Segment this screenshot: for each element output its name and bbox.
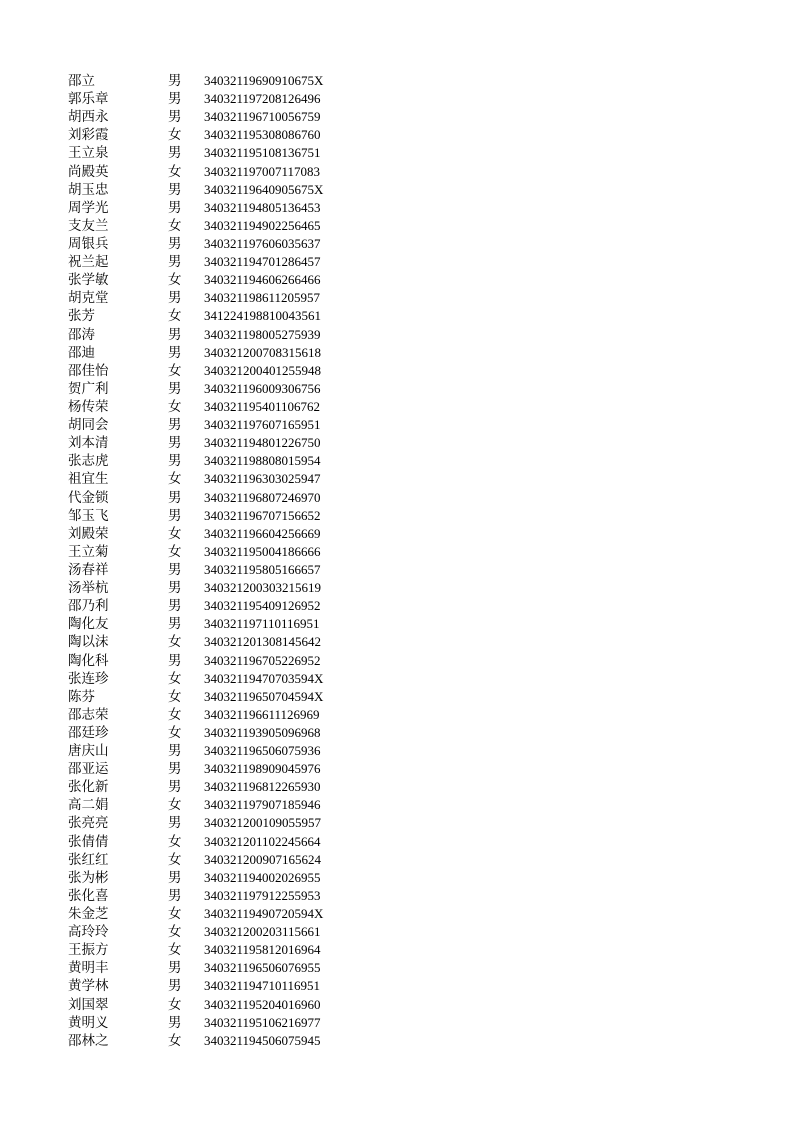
person-id-number: 340321194801226750 — [204, 435, 321, 451]
person-gender: 女 — [168, 362, 182, 379]
person-id-number: 340321196303025947 — [204, 471, 321, 487]
table-row — [68, 90, 368, 108]
person-name: 刘国翠 — [68, 996, 109, 1013]
person-name: 王立菊 — [68, 543, 109, 560]
person-gender: 女 — [168, 398, 182, 415]
person-id-number: 340321196506076955 — [204, 960, 321, 976]
person-name: 杨传荣 — [68, 398, 109, 415]
person-id-number: 340321196611126969 — [204, 706, 320, 722]
person-name: 刘本清 — [68, 435, 109, 452]
table-row — [68, 905, 368, 923]
person-gender: 男 — [168, 254, 182, 271]
person-name: 刘彩霞 — [68, 127, 109, 144]
person-gender: 女 — [168, 1032, 182, 1049]
person-name: 支友兰 — [68, 217, 109, 234]
table-row — [68, 670, 368, 688]
person-gender: 男 — [168, 761, 182, 778]
table-row — [68, 1032, 368, 1050]
person-id-number: 340321196506075936 — [204, 743, 321, 759]
person-id-number: 340321197912255953 — [204, 887, 321, 903]
person-gender: 女 — [168, 670, 182, 687]
table-row — [68, 326, 368, 344]
person-gender: 男 — [168, 1014, 182, 1031]
person-name: 张倩倩 — [68, 833, 109, 850]
person-id-number: 340321196812265930 — [204, 779, 321, 795]
person-id-number: 340321195805166657 — [204, 561, 321, 577]
table-row — [68, 941, 368, 959]
person-name: 祖宜生 — [68, 471, 109, 488]
person-name: 邵迪 — [68, 344, 95, 361]
table-row — [68, 72, 368, 90]
person-name: 陶以沫 — [68, 634, 109, 651]
table-row — [68, 108, 368, 126]
person-name: 唐庆山 — [68, 743, 109, 760]
person-name: 汤举杭 — [68, 580, 109, 597]
table-row — [68, 199, 368, 217]
person-id-number: 340321196710056759 — [204, 109, 321, 125]
person-id-number: 340321198909045976 — [204, 761, 321, 777]
person-name: 张为彬 — [68, 869, 109, 886]
person-gender: 男 — [168, 380, 182, 397]
table-row — [68, 851, 368, 869]
table-row — [68, 996, 368, 1014]
table-row — [68, 688, 368, 706]
person-id-number: 340321197606035637 — [204, 235, 321, 251]
table-row — [68, 579, 368, 597]
table-row — [68, 362, 368, 380]
person-id-number: 340321195308086760 — [204, 127, 321, 143]
person-name: 周学光 — [68, 199, 109, 216]
person-gender: 男 — [168, 145, 182, 162]
person-id-number: 34032119690910675X — [204, 73, 324, 88]
person-gender: 男 — [168, 598, 182, 615]
table-row — [68, 489, 368, 507]
table-row — [68, 561, 368, 579]
person-gender: 男 — [168, 181, 182, 198]
table-row — [68, 144, 368, 162]
person-gender: 女 — [168, 688, 182, 705]
person-gender: 男 — [168, 235, 182, 252]
person-id-number: 340321198611205957 — [204, 290, 321, 306]
person-id-number: 340321195401106762 — [204, 398, 321, 414]
table-row — [68, 181, 368, 199]
person-gender: 女 — [168, 706, 182, 723]
person-id-number: 340321194606266466 — [204, 272, 321, 288]
person-name: 张芳 — [68, 308, 95, 325]
person-name: 张红红 — [68, 851, 109, 868]
person-name: 王立泉 — [68, 145, 109, 162]
table-row — [68, 742, 368, 760]
person-id-number: 340321195108136751 — [204, 145, 321, 161]
person-name: 汤春祥 — [68, 561, 109, 578]
person-gender: 女 — [168, 942, 182, 959]
person-name: 胡克堂 — [68, 290, 109, 307]
table-row — [68, 289, 368, 307]
person-id-number: 340321193905096968 — [204, 724, 321, 740]
table-row — [68, 887, 368, 905]
person-gender: 男 — [168, 869, 182, 886]
person-name: 尚殿英 — [68, 163, 109, 180]
person-name: 邵佳怡 — [68, 362, 109, 379]
person-name: 黄明义 — [68, 1014, 109, 1031]
person-id-number: 340321201102245664 — [204, 833, 321, 849]
person-name: 张连珍 — [68, 670, 109, 687]
table-row — [68, 977, 368, 995]
person-id-number: 34032119470703594X — [204, 670, 324, 686]
person-gender: 女 — [168, 851, 182, 868]
person-name: 张化新 — [68, 779, 109, 796]
table-row — [68, 126, 368, 144]
person-id-number: 340321196707156652 — [204, 507, 321, 523]
person-id-number: 340321194002026955 — [204, 869, 321, 885]
person-id-number: 34032119640905675X — [204, 181, 324, 197]
person-name: 高玲玲 — [68, 924, 109, 941]
person-id-number: 340321197907185946 — [204, 797, 321, 813]
person-gender: 男 — [168, 978, 182, 995]
person-id-number: 340321196009306756 — [204, 380, 321, 396]
person-name: 黄学林 — [68, 978, 109, 995]
person-gender: 男 — [168, 743, 182, 760]
person-id-number: 340321195004186666 — [204, 543, 321, 559]
person-id-number: 340321197208126496 — [204, 91, 321, 107]
person-id-number: 340321196705226952 — [204, 652, 321, 668]
person-gender: 女 — [168, 308, 182, 325]
table-row — [68, 652, 368, 670]
person-name: 胡玉忠 — [68, 181, 109, 198]
person-id-number: 340321196807246970 — [204, 489, 321, 505]
table-row — [68, 959, 368, 977]
person-name: 陶化科 — [68, 652, 109, 669]
table-row — [68, 163, 368, 181]
person-id-number: 340321200109055957 — [204, 815, 321, 831]
table-row — [68, 452, 368, 470]
table-row — [68, 633, 368, 651]
person-gender: 女 — [168, 833, 182, 850]
person-id-number: 340321200708315618 — [204, 344, 321, 360]
person-id-number: 341224198810043561 — [204, 308, 321, 324]
person-name: 王振方 — [68, 942, 109, 959]
table-row — [68, 1014, 368, 1032]
person-name: 周银兵 — [68, 235, 109, 252]
table-row — [68, 416, 368, 434]
table-row — [68, 344, 368, 362]
person-gender: 男 — [168, 73, 182, 89]
person-name: 邵林之 — [68, 1032, 109, 1049]
person-id-number: 340321197007117083 — [204, 163, 321, 179]
person-id-number: 340321200907165624 — [204, 851, 321, 867]
person-id-number: 34032119490720594X — [204, 906, 324, 922]
person-name: 张化喜 — [68, 887, 109, 904]
person-gender: 男 — [168, 91, 182, 108]
person-gender: 男 — [168, 561, 182, 578]
table-row — [68, 253, 368, 271]
person-id-number: 34032119650704594X — [204, 688, 324, 704]
person-id-number: 340321195106216977 — [204, 1014, 321, 1030]
person-name: 邵廷珍 — [68, 724, 109, 741]
table-row — [68, 615, 368, 633]
person-gender: 女 — [168, 272, 182, 289]
person-gender: 女 — [168, 996, 182, 1013]
person-gender: 男 — [168, 435, 182, 452]
person-id-number: 340321194506075945 — [204, 1032, 321, 1048]
person-name: 贺广利 — [68, 380, 109, 397]
person-name: 邵亚运 — [68, 761, 109, 778]
person-gender: 男 — [168, 109, 182, 126]
person-name: 高二娟 — [68, 797, 109, 814]
person-gender: 女 — [168, 217, 182, 234]
person-name: 邵志荣 — [68, 706, 109, 723]
person-gender: 男 — [168, 652, 182, 669]
table-row — [68, 760, 368, 778]
person-id-number: 340321201308145642 — [204, 634, 321, 650]
table-row — [68, 869, 368, 887]
table-row — [68, 434, 368, 452]
table-row — [68, 796, 368, 814]
person-id-number: 340321198005275939 — [204, 326, 321, 342]
person-id-number: 340321194902256465 — [204, 217, 321, 233]
table-row — [68, 543, 368, 561]
person-name: 朱金芝 — [68, 906, 109, 923]
person-gender: 女 — [168, 471, 182, 488]
table-row — [68, 507, 368, 525]
person-gender: 女 — [168, 525, 182, 542]
person-gender: 女 — [168, 797, 182, 814]
person-name: 张志虎 — [68, 453, 109, 470]
table-row — [68, 833, 368, 851]
table-row — [68, 307, 368, 325]
person-id-number: 340321195812016964 — [204, 942, 321, 958]
person-name: 刘殿荣 — [68, 525, 109, 542]
person-gender: 女 — [168, 724, 182, 741]
person-name: 邹玉飞 — [68, 507, 109, 524]
person-name: 代金锁 — [68, 489, 109, 506]
person-name: 张亮亮 — [68, 815, 109, 832]
table-row — [68, 398, 368, 416]
person-id-number: 340321194805136453 — [204, 199, 321, 215]
table-row — [68, 724, 368, 742]
person-name: 郭乐章 — [68, 91, 109, 108]
person-id-number: 340321194701286457 — [204, 254, 321, 270]
person-name: 胡同会 — [68, 417, 109, 434]
roster-table — [68, 72, 368, 1050]
person-gender: 男 — [168, 580, 182, 597]
person-gender: 女 — [168, 163, 182, 180]
person-gender: 女 — [168, 634, 182, 651]
person-gender: 男 — [168, 326, 182, 343]
table-row — [68, 778, 368, 796]
person-gender: 男 — [168, 960, 182, 977]
table-row — [68, 470, 368, 488]
person-gender: 女 — [168, 543, 182, 560]
person-id-number: 340321194710116951 — [204, 978, 321, 994]
person-id-number: 340321200303215619 — [204, 580, 321, 596]
table-row — [68, 525, 368, 543]
person-gender: 男 — [168, 344, 182, 361]
person-gender: 男 — [168, 417, 182, 434]
person-gender: 女 — [168, 127, 182, 144]
person-name: 邵立 — [68, 73, 95, 89]
person-name: 陶化友 — [68, 616, 109, 633]
person-id-number: 340321200203115661 — [204, 924, 321, 940]
table-row — [68, 217, 368, 235]
person-gender: 男 — [168, 815, 182, 832]
person-name: 陈芬 — [68, 688, 95, 705]
person-gender: 女 — [168, 906, 182, 923]
person-id-number: 340321197607165951 — [204, 417, 321, 433]
person-id-number: 340321198808015954 — [204, 453, 321, 469]
person-gender: 男 — [168, 290, 182, 307]
person-id-number: 340321197110116951 — [204, 616, 320, 632]
table-row — [68, 235, 368, 253]
person-name: 祝兰起 — [68, 254, 109, 271]
person-id-number: 340321195409126952 — [204, 598, 321, 614]
person-name: 张学敏 — [68, 272, 109, 289]
person-id-number: 340321195204016960 — [204, 996, 321, 1012]
table-row — [68, 597, 368, 615]
table-row — [68, 706, 368, 724]
table-row — [68, 380, 368, 398]
person-name: 黄明丰 — [68, 960, 109, 977]
person-gender: 男 — [168, 507, 182, 524]
person-gender: 男 — [168, 779, 182, 796]
person-gender: 女 — [168, 924, 182, 941]
person-id-number: 340321196604256669 — [204, 525, 321, 541]
person-gender: 男 — [168, 199, 182, 216]
person-gender: 男 — [168, 489, 182, 506]
table-row — [68, 923, 368, 941]
person-gender: 男 — [168, 453, 182, 470]
person-name: 邵乃利 — [68, 598, 109, 615]
person-gender: 男 — [168, 616, 182, 633]
person-id-number: 340321200401255948 — [204, 362, 321, 378]
table-row — [68, 814, 368, 832]
person-name: 邵涛 — [68, 326, 95, 343]
table-row — [68, 271, 368, 289]
person-gender: 男 — [168, 887, 182, 904]
person-name: 胡西永 — [68, 109, 109, 126]
